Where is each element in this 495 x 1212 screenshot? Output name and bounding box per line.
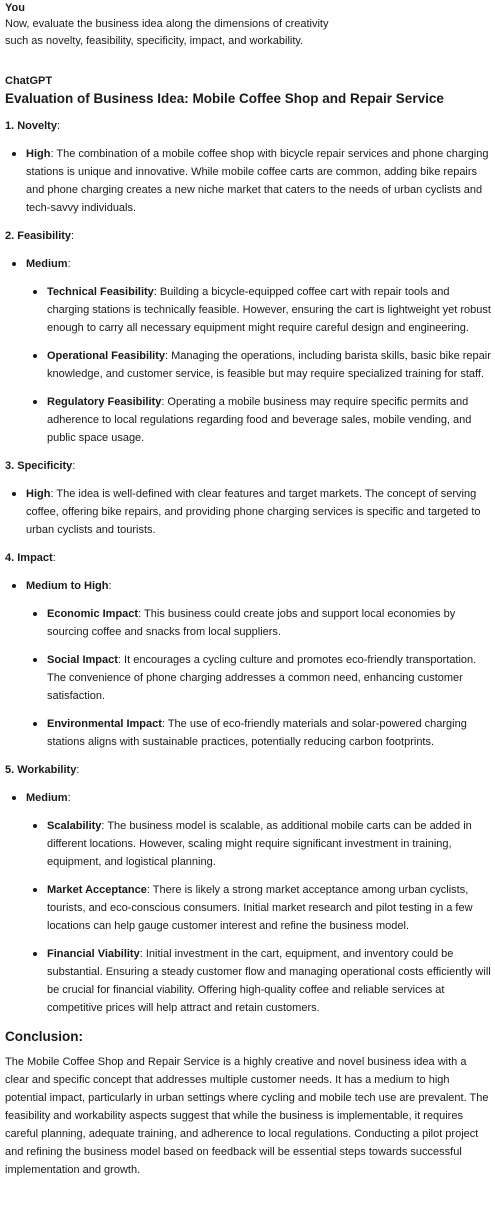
user-speaker-label: You (5, 2, 25, 14)
detail-label: Social Impact (47, 654, 118, 666)
rating-label: Medium (26, 792, 68, 804)
detail-item (26, 393, 491, 447)
user-message-line: Now, evaluate the business idea along the dimensions of creativity (5, 18, 329, 30)
evaluation-sections (5, 117, 491, 1017)
response-title: Evaluation of Business Idea: Mobile Coffee Shop and Repair Service (5, 91, 444, 106)
section-heading-text: 2. Feasibility (5, 230, 72, 242)
detail-item (26, 817, 491, 871)
section-heading-text: 3. Specificity (5, 460, 73, 472)
detail-item (26, 651, 491, 705)
detail-text: : Operating a mobile business may require specific permits and adherence to local regulations regarding food and beverage sales, mobile vending, and public space usage. (47, 396, 472, 444)
rating-text: : The combination of a mobile coffee shop with bicycle repair services and phone charging stations is unique and innovative. While mobile coffee carts are common, adding bike repairs and phone charging creates a new niche market that caters to the needs of urban cyclists and tech-savvy individuals. (26, 148, 489, 214)
detail-text: : There is likely a strong market acceptance among urban cyclists, tourists, and eco-conscious consumers. Initial market research and pilot testing in a few locations can help gauge customer interest and refine the business model. (47, 884, 473, 932)
rating-text: : (67, 792, 71, 804)
section-heading: 2. Feasibility: (5, 230, 75, 242)
detail-text: : Managing the operations, including barista skills, basic bike repair knowledge, and customer service, is feasible but may require specialized training for staff. (47, 350, 491, 380)
detail-label: Technical Feasibility (47, 286, 154, 298)
detail-label: Market Acceptance (47, 884, 147, 896)
rating-label: Medium (26, 258, 68, 270)
detail-text: : It encourages a cycling culture and promotes eco-friendly transportation. The convenience of phone charging addresses a common need, enhancing customer satisfaction. (47, 654, 477, 702)
rating-text: : (67, 258, 71, 270)
rating-list (5, 789, 491, 1017)
detail-label: Regulatory Feasibility (47, 396, 162, 408)
rating-item (5, 485, 491, 539)
detail-label: Economic Impact (47, 608, 139, 620)
rating-list (5, 145, 491, 217)
detail-list (26, 283, 491, 447)
detail-item (26, 945, 491, 1017)
conclusion-text: The Mobile Coffee Shop and Repair Service is a highly creative and novel business idea with a clear and specific concept that addresses multiple customer needs. It has a medium to high potential impact, particularly in urban settings where cycling and mobile tech use are prevalent. The feasibility and workability aspects suggest that while the business is implementable, it requires careful planning, adequate training, and adherence to local regulations. Conducting a pilot project and refining the business model based on feedback will be essential steps towards successful implementation and growth. (5, 1056, 489, 1176)
rating-label: Medium to High (26, 580, 109, 592)
assistant-speaker-label: ChatGPT (5, 75, 53, 87)
section-heading: 3. Specificity: (5, 460, 76, 472)
rating-label: High (26, 488, 51, 500)
detail-text: : Building a bicycle-equipped coffee cart with repair tools and charging stations is technically feasible. However, ensuring the cart is lightweight yet robust enough to carry all necessary equipment might require careful design and engineering. (47, 286, 491, 334)
detail-text: : The use of eco-friendly materials and solar-powered charging stations aligns with sustainable practices, potentially reducing carbon footprints. (47, 718, 467, 748)
section-heading-text: 1. Novelty (5, 120, 57, 132)
rating-item (5, 145, 491, 217)
rating-text: : The idea is well-defined with clear features and target markets. The concept of serving coffee, offering bike repairs, and providing phone charging services is specific and targeted to urban cyclists and tourists. (26, 488, 481, 536)
section-heading-text: 5. Workability (5, 764, 77, 776)
detail-label: Environmental Impact (47, 718, 162, 730)
detail-label: Financial Viability (47, 948, 140, 960)
rating-item (5, 789, 491, 1017)
detail-item (26, 605, 491, 641)
rating-list (5, 577, 491, 751)
rating-item (5, 577, 491, 751)
rating-list (5, 255, 491, 447)
section-heading-text: 4. Impact (5, 552, 53, 564)
detail-text: : The business model is scalable, as additional mobile carts can be added in different locations. However, scaling might require significant investment in training, equipment, and logistical planning. (47, 820, 472, 868)
user-message (5, 0, 491, 50)
detail-text: : This business could create jobs and support local economies by sourcing coffee and snacks from local suppliers. (47, 608, 456, 638)
rating-text: : (108, 580, 112, 592)
rating-label: High (26, 148, 51, 160)
detail-item (26, 881, 491, 935)
rating-item (5, 255, 491, 447)
user-message-line: such as novelty, feasibility, specificity, impact, and workability. (5, 35, 304, 47)
detail-list (26, 817, 491, 1017)
detail-item (26, 347, 491, 383)
detail-item (26, 715, 491, 751)
detail-label: Scalability (47, 820, 102, 832)
detail-item (26, 283, 491, 337)
detail-label: Operational Feasibility (47, 350, 165, 362)
section-heading: 1. Novelty: (5, 120, 61, 132)
user-message-text (5, 16, 491, 50)
detail-text: : Initial investment in the cart, equipment, and inventory could be substantial. Ensuring a steady customer flow and managing operational costs efficiently will be crucial for financial viability. Offering high-quality coffee and reliable services at competitive prices will help attract and retain customers. (47, 948, 491, 1014)
detail-list (26, 605, 491, 751)
section-heading: 5. Workability: (5, 764, 80, 776)
rating-list (5, 485, 491, 539)
section-heading: 4. Impact: (5, 552, 56, 564)
assistant-message (5, 73, 491, 1179)
conclusion-heading: Conclusion: (5, 1029, 83, 1044)
